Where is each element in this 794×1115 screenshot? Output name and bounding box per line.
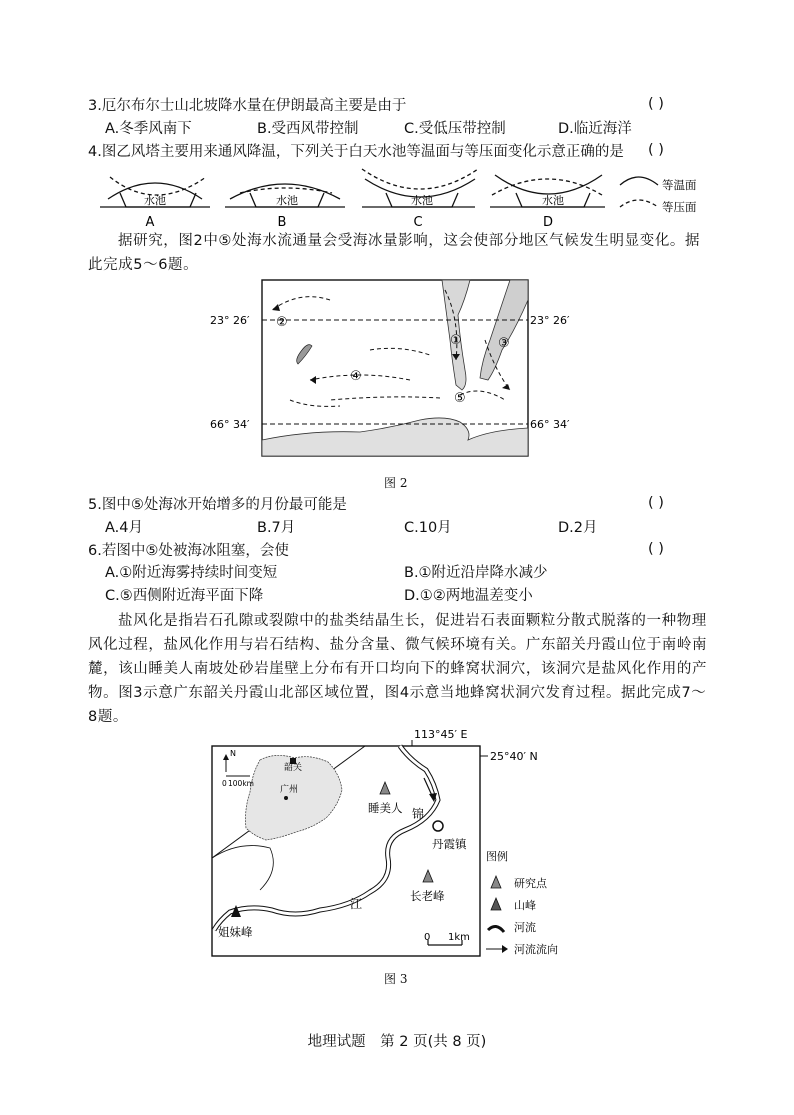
lat-bottom-left: 66° 34′ — [210, 418, 250, 431]
scale-one: 1km — [448, 932, 470, 943]
mark-4: ④ — [350, 369, 362, 384]
pool-a-label: 水池 — [144, 194, 166, 207]
inset-city-guangzhou: 广州 — [280, 785, 299, 795]
figure-2-map — [210, 280, 570, 465]
diagram-c-label: C — [413, 215, 423, 230]
q3-option-b: B.受西风带控制 — [257, 121, 359, 137]
intro-paragraph-1: 据研究，图2中⑤处海水流通量会受海冰量影响，这会使部分地区气候发生明显变化。据此完成5～6题。 — [88, 233, 701, 273]
mark-5: ⑤ — [454, 391, 466, 406]
mark-1: ① — [450, 333, 462, 348]
inset-scale: 100km — [228, 779, 254, 788]
river-name-1: 锦 — [412, 807, 425, 821]
q6-option-c: C.⑤西侧附近海平面下降 — [105, 588, 264, 604]
figure-3-map — [200, 728, 570, 965]
page-footer: 地理试题 第 2 页(共 8 页) — [307, 1034, 487, 1050]
figure-2-caption: 图 2 — [384, 476, 408, 490]
q5-option-a: A.4月 — [105, 520, 143, 536]
q6-answer-paren: ( ) — [648, 541, 664, 557]
inset-north: N — [230, 749, 236, 758]
legend-title: 图例 — [486, 850, 508, 863]
q3-stem: 3.厄尔布尔士山北坡降水量在伊朗最高主要是由于 — [88, 98, 407, 114]
changlao-label: 长老峰 — [410, 889, 445, 903]
q5-option-d: D.2月 — [558, 520, 598, 536]
scale-zero: 0 — [424, 932, 431, 943]
inset-city-shaoguan: 韶关 — [284, 763, 303, 773]
q6-option-d: D.①②两地温差变小 — [404, 588, 533, 604]
latitude-label: 25°40′ N — [490, 750, 538, 763]
q5-option-b: B.7月 — [257, 520, 296, 536]
legend-river: 河流 — [514, 921, 536, 934]
legend-isotherm: 等温面 — [662, 178, 697, 192]
lat-top-left: 23° 26′ — [210, 314, 250, 327]
sleeping-beauty-label: 睡美人 — [368, 801, 403, 815]
mark-3: ③ — [498, 336, 510, 351]
diagram-a-label: A — [145, 215, 155, 230]
figure-3-caption: 图 3 — [384, 972, 408, 986]
pool-d-label: 水池 — [542, 194, 564, 207]
legend-isobar: 等压面 — [662, 200, 697, 214]
pool-c-label: 水池 — [411, 194, 433, 207]
legend-peak: 山峰 — [514, 899, 536, 912]
inset-scale-zero: 0 — [222, 779, 227, 788]
legend-research-point: 研究点 — [514, 877, 547, 890]
legend-flow-direction: 河流流向 — [514, 943, 558, 956]
mark-2: ② — [276, 315, 288, 330]
q6-stem: 6.若图中⑤处被海冰阻塞，会使 — [88, 543, 289, 559]
q3-answer-paren: ( ) — [648, 96, 664, 112]
danxia-town-marker — [433, 821, 443, 831]
diagram-d-label: D — [542, 215, 554, 230]
q3-option-d: D.临近海洋 — [558, 121, 632, 137]
intro-paragraph-2: 盐风化是指岩石孔隙或裂隙中的盐类结晶生长，促进岩石表面颗粒分散式脱落的一种物理风化过程，盐风化作用与岩石结构、盐分含量、微气候环境有关。广东韶关丹霞山位于南岭南麓，该山睡美人南坡处砂岩崖壁上分布有开口均向下的蜂窝状洞穴，该洞穴是盐风化作用的产物。图3示意广东韶关丹霞山北部区域位置，图4示意当地蜂窝状洞穴发育过程。据此完成7～8题。 — [88, 613, 708, 725]
pool-b-label: 水池 — [276, 194, 298, 207]
q4-stem: 4.图乙风塔主要用来通风降温，下列关于白天水池等温面与等压面变化示意正确的是 — [88, 144, 624, 160]
diagram-b-label: B — [277, 215, 287, 230]
q6-option-b: B.①附近沿岸降水减少 — [404, 565, 548, 581]
q4-answer-paren: ( ) — [648, 142, 664, 158]
q5-stem: 5.图中⑤处海冰开始增多的月份最可能是 — [88, 497, 347, 513]
lat-bottom-right: 66° 34′ — [530, 418, 570, 431]
longitude-label: 113°45′ E — [414, 728, 468, 741]
q5-option-c: C.10月 — [404, 520, 452, 536]
danxia-town-label: 丹霞镇 — [432, 837, 467, 851]
lat-top-right: 23° 26′ — [530, 314, 570, 327]
q3-option-a: A.冬季风南下 — [105, 121, 192, 137]
q6-option-a: A.①附近海雾持续时间变短 — [105, 565, 278, 581]
sister-peak-label: 姐妹峰 — [218, 925, 253, 939]
q3-option-c: C.受低压带控制 — [404, 121, 506, 137]
river-name-2: 江 — [350, 897, 363, 911]
q4-diagrams — [90, 163, 710, 233]
q5-answer-paren: ( ) — [648, 495, 664, 511]
